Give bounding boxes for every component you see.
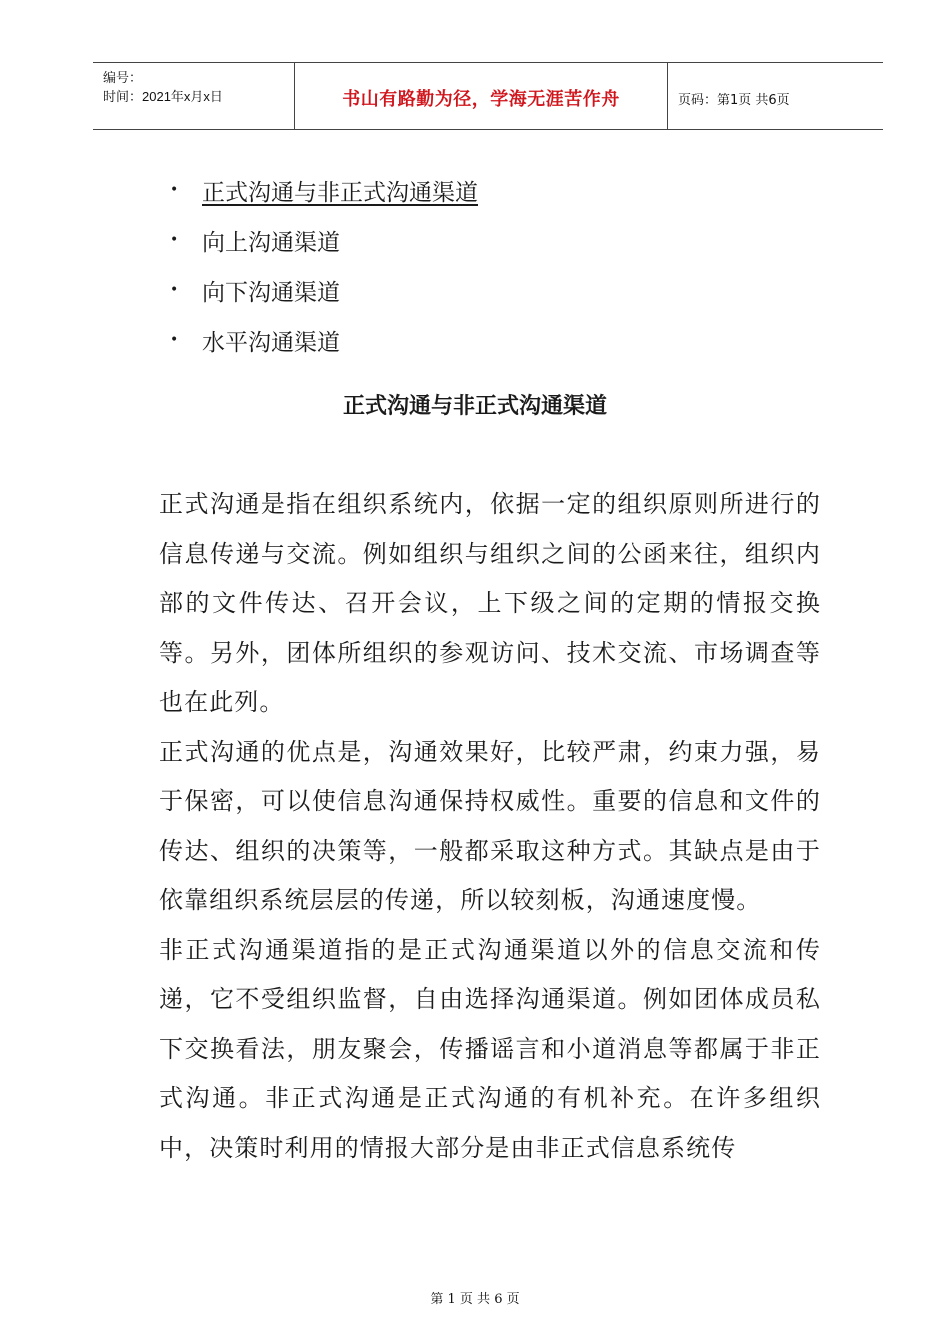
bullet-icon: •: [170, 182, 179, 198]
bullet-icon: •: [170, 282, 179, 298]
paragraph-formal-pros-cons: 正式沟通的优点是，沟通效果好，比较严肃，约束力强，易于保密，可以使信息沟通保持权威性。重要的信息和文件的传达、组织的决策等，一般都采取这种方式。其缺点是由于依靠组织系统层层的传递，所以较刻板，沟通速度慢。: [159, 737, 821, 914]
toc-item[interactable]: [170, 165, 478, 215]
page-footer: 第 1 页 共 6 页: [430, 1292, 520, 1307]
toc-list: [170, 165, 478, 365]
toc-item: [170, 215, 478, 265]
header-motto: 书山有路勤为径，学海无涯苦作舟: [342, 89, 620, 110]
toc-label-horizontal: 水平沟通渠道: [202, 329, 340, 356]
document-header: [93, 62, 883, 130]
date-label: 时间：2021年x月x日: [103, 89, 223, 104]
toc-item: [170, 315, 478, 365]
toc-label-downward: 向下沟通渠道: [202, 279, 340, 306]
toc-item: [170, 265, 478, 315]
bullet-icon: •: [170, 332, 179, 348]
section-heading: 正式沟通与非正式沟通渠道: [342, 393, 607, 419]
header-page-info: 页码：第1页 共6页: [678, 93, 790, 108]
header-motto-cell: [295, 63, 668, 129]
header-meta-cell: [93, 63, 295, 129]
header-page-cell: [668, 63, 883, 129]
serial-number-label: 编号：: [103, 70, 143, 85]
toc-label-upward: 向上沟通渠道: [202, 229, 340, 256]
bullet-icon: •: [170, 232, 179, 248]
section-body: [159, 480, 821, 1173]
paragraph-informal-definition: 非正式沟通渠道指的是正式沟通渠道以外的信息交流和传递，它不受组织监督，自由选择沟通渠道。例如团体成员私下交换看法，朋友聚会，传播谣言和小道消息等都属于非正式沟通。非正式沟通是正式沟通的有机补充。在许多组织中，决策时利用的情报大部分是由非正式信息系统传: [159, 935, 821, 1162]
paragraph-formal-definition: 正式沟通是指在组织系统内，依据一定的组织原则所进行的信息传递与交流。例如组织与组织之间的公函来往，组织内部的文件传达、召开会议，上下级之间的定期的情报交换等。另外，团体所组织的参观访问、技术交流、市场调查等也在此列。: [159, 490, 821, 716]
toc-link-formal-informal[interactable]: 正式沟通与非正式沟通渠道: [202, 179, 478, 206]
